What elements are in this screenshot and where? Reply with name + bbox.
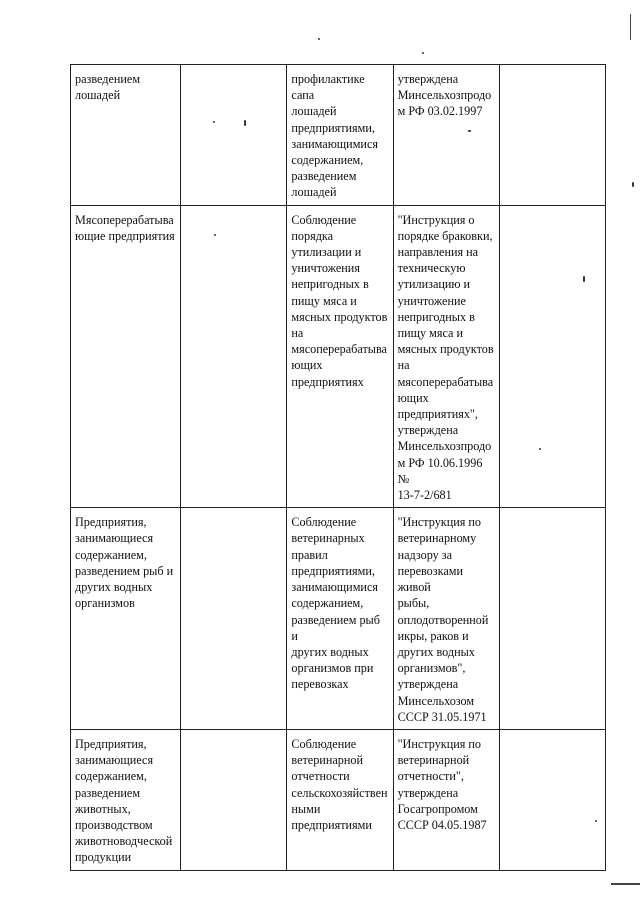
document-text: "Инструкция по ветеринарному надзору за перевозками живой рыбы, оплодотворенной икры, раков и других водных организмов", утверждена Минсельхозом СССР 31.05.1971 [397,515,489,724]
empty-cell [181,508,287,730]
empty-cell [181,729,287,870]
table-row [71,65,606,206]
subject-text: Предприятия, занимающиеся содержанием, разведением животных, производством животноводческой продукции [75,736,173,865]
subject-cell [71,205,181,508]
scan-edge-line [611,883,640,885]
subject-cell [71,729,181,870]
document-text: "Инструкция о порядке браковки, направления на техническую утилизацию и уничтожение непригодных в пищу мяса и мясных продуктов на мясоперерабатыва ющих предприятиях", утверждена Минсельхозпродо м РФ 10.06.1996 № 13-7-2/681 [397,212,494,503]
scan-speck [213,121,215,123]
scan-speck [595,820,597,822]
empty-cell [499,729,605,870]
subject-text: Мясоперерабатыва ющие предприятия [75,212,175,243]
requirement-cell [287,205,393,508]
requirement-cell [287,508,393,730]
document-cell [393,729,499,870]
document-text: утверждена Минсельхозпродо м РФ 03.02.1997 [397,72,492,119]
empty-cell [499,205,605,508]
table-row [71,508,606,730]
scan-speck [632,182,634,187]
document-cell [393,205,499,508]
empty-cell [181,205,287,508]
table-row [71,729,606,870]
scan-speck [244,120,246,126]
scan-speck [422,52,424,54]
subject-cell [71,508,181,730]
requirement-text: Соблюдение ветеринарной отчетности сельскохозяйствен ными предприятиями [291,736,388,832]
scan-edge-line [630,14,631,40]
table-row [71,205,606,508]
document-cell [393,65,499,206]
scan-speck [583,276,585,282]
requirement-text: профилактике сапа лошадей предприятиями, занимающимися содержанием, разведением лошадей [291,72,378,200]
requirement-cell [287,729,393,870]
requirement-text: Соблюдение ветеринарных правил предприятиями, занимающимися содержанием, разведением рыб и других водных организмов при перевозках [291,515,380,692]
scan-speck [214,234,216,236]
subject-text: разведением лошадей [75,72,141,103]
document-text: "Инструкция по ветеринарной отчетности", утверждена Госагропромом СССР 04.05.1987 [397,736,487,832]
scan-speck [539,448,541,450]
requirement-cell [287,65,393,206]
scan-speck [468,130,471,132]
regulations-table [70,64,606,871]
empty-cell [499,508,605,730]
document-cell [393,508,499,730]
subject-text: Предприятия, занимающиеся содержанием, разведением рыб и других водных организмов [75,515,174,611]
requirement-text: Соблюдение порядка утилизации и уничтожения непригодных в пищу мяса и мясных продуктов на мясоперерабатыва ющих предприятиях [291,212,388,389]
subject-cell [71,65,181,206]
empty-cell [181,65,287,206]
empty-cell [499,65,605,206]
scan-speck [318,38,320,40]
